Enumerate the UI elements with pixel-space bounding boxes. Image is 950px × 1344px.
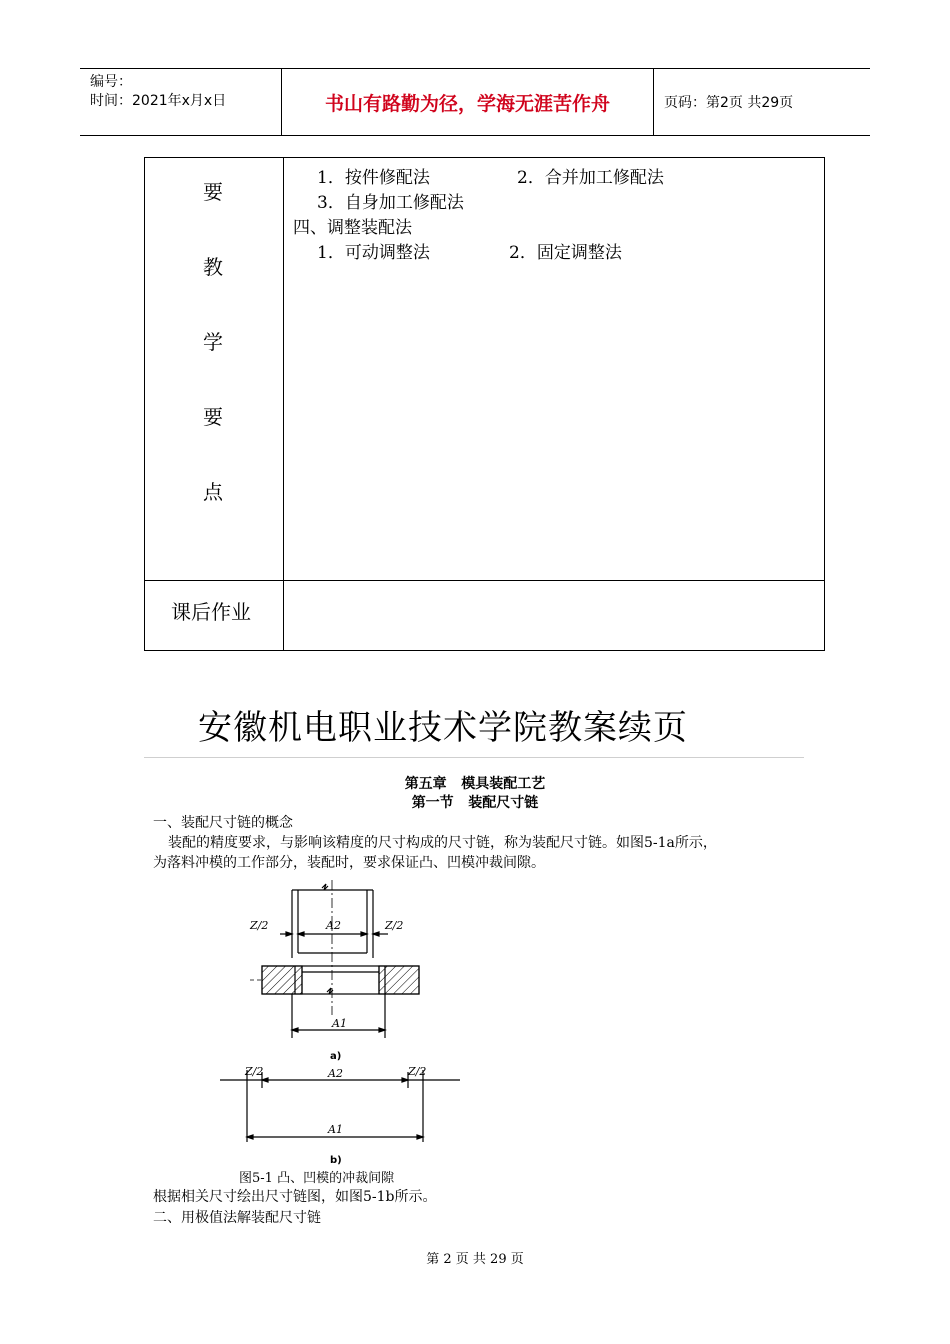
heading-2: 二、用极值法解装配尺寸链 xyxy=(153,1210,321,1226)
a2-label-b: A2 xyxy=(328,1067,343,1080)
heading-1: 一、装配尺寸链的概念 xyxy=(153,815,293,831)
paragraph-line: 装配的精度要求，与影响该精度的尺寸构成的尺寸链，称为装配尺寸链。如图5-1a所示， xyxy=(168,835,717,851)
left-char: 点 xyxy=(203,480,223,504)
method-item: 1．可动调整法 xyxy=(317,243,430,263)
chapter-title: 第五章 模具装配工艺 xyxy=(404,776,546,792)
method-item: 3．自身加工修配法 xyxy=(317,193,464,213)
left-char: 要 xyxy=(203,405,223,429)
title-divider xyxy=(144,757,804,758)
z-half-left-label: Z/2 xyxy=(250,919,269,932)
z-half-right-label: Z/2 xyxy=(385,919,404,932)
z-half-right-label-b: Z/2 xyxy=(408,1065,427,1078)
subfigure-a-label: a) xyxy=(330,1051,342,1062)
z-half-left-label-b: Z/2 xyxy=(245,1065,264,1078)
paragraph-line: 根据相关尺寸绘出尺寸链图，如图5-1b所示。 xyxy=(153,1189,437,1205)
left-char: 学 xyxy=(203,330,223,354)
homework-label: 课后作业 xyxy=(171,600,251,624)
page-footer: 第 2 页 共 29 页 xyxy=(426,1252,524,1267)
number-label: 编号： xyxy=(90,74,132,90)
method-heading: 四、调整装配法 xyxy=(293,218,412,238)
method-item: 2．固定调整法 xyxy=(509,243,622,263)
teaching-table xyxy=(144,157,825,651)
page-info: 页码：第2页 共29页 xyxy=(664,95,794,111)
paragraph-line: 为落料冲模的工作部分，装配时，要求保证凸、凹模冲裁间隙。 xyxy=(153,855,545,871)
section-title: 第一节 装配尺寸链 xyxy=(411,795,539,811)
a1-label: A1 xyxy=(332,1017,347,1030)
a2-label: A2 xyxy=(326,919,341,932)
left-char: 要 xyxy=(203,180,223,204)
motto: 书山有路勤为径，学海无涯苦作舟 xyxy=(282,69,654,135)
continuation-title: 安徽机电职业技术学院教案续页 xyxy=(198,708,688,748)
die-clearance-figure xyxy=(210,880,490,1170)
figure-caption: 图5-1 凸、凹模的冲裁间隙 xyxy=(239,1171,395,1186)
left-char: 教 xyxy=(203,255,223,279)
header-left-cell xyxy=(80,69,282,135)
time-label: 时间：2021年x月x日 xyxy=(90,93,227,109)
table-divider-horizontal xyxy=(145,580,824,581)
a1-label-b: A1 xyxy=(328,1123,343,1136)
method-item: 1．按件修配法 xyxy=(317,168,430,188)
page-header xyxy=(80,68,870,136)
table-divider-vertical xyxy=(283,158,284,650)
subfigure-b-label: b) xyxy=(330,1155,342,1166)
method-item: 2．合并加工修配法 xyxy=(517,168,664,188)
